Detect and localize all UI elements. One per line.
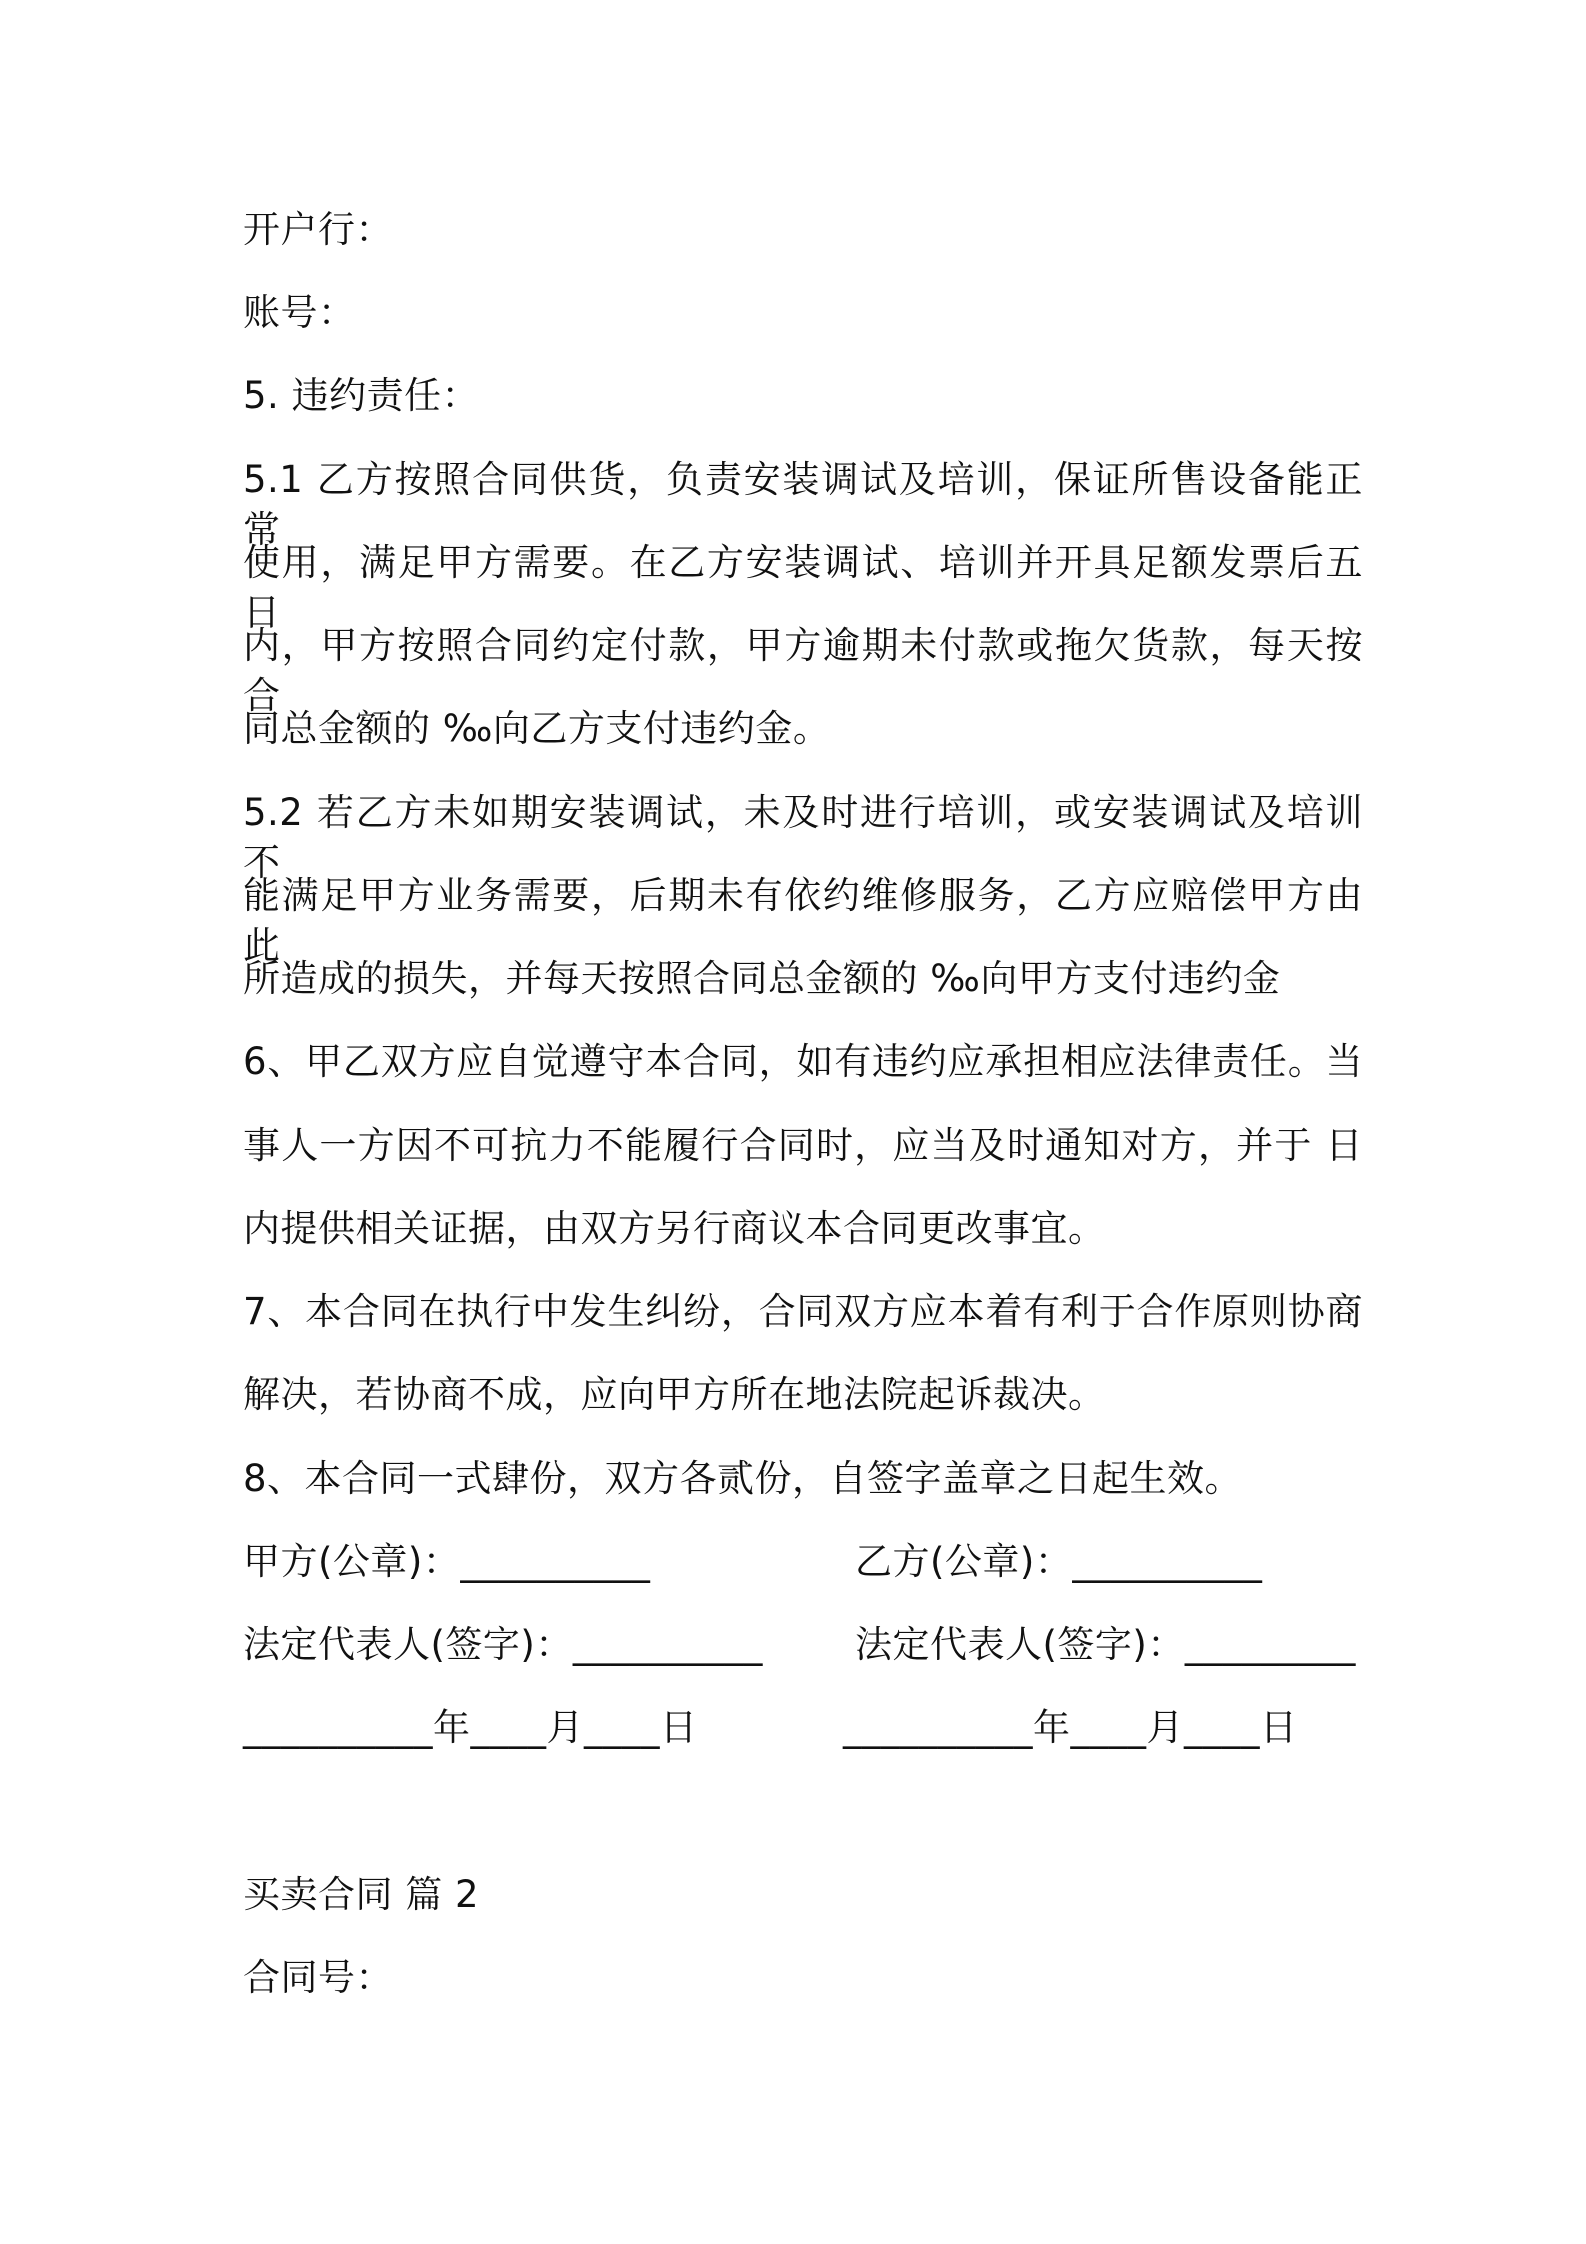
section5-title: 5. 违约责任： bbox=[243, 374, 480, 417]
clause-5-2-line: 能满足甲方业务需要，后期未有依约维修服务，乙方应赔偿甲方由此 bbox=[243, 874, 1363, 967]
party-a-representative: 法定代表人(签字)：__________ bbox=[243, 1623, 763, 1666]
clause-5-1-line: 同总金额的 ‰向乙方支付违约金。 bbox=[243, 707, 831, 750]
party-b-seal: 乙方(公章)：__________ bbox=[855, 1540, 1263, 1583]
bank-label: 开户行： bbox=[243, 208, 393, 251]
party-a-date: __________年____月____日 bbox=[243, 1706, 698, 1749]
clause-6-line: 内提供相关证据，由双方另行商议本合同更改事宜。 bbox=[243, 1207, 1106, 1250]
next-contract-title: 买卖合同 篇 2 bbox=[243, 1873, 480, 1916]
clause-7-line: 7、本合同在执行中发生纠纷，合同双方应本着有利于合作原则协商 bbox=[243, 1290, 1363, 1333]
clause-5-1-line: 使用，满足甲方需要。在乙方安装调试、培训并开具足额发票后五日 bbox=[243, 541, 1363, 634]
clause-6-line: 6、甲乙双方应自觉遵守本合同，如有违约应承担相应法律责任。当 bbox=[243, 1040, 1363, 1083]
contract-number-label: 合同号： bbox=[243, 1956, 393, 1999]
clause-8: 8、本合同一式肆份，双方各贰份，自签字盖章之日起生效。 bbox=[243, 1457, 1243, 1500]
clause-5-1-line: 5.1 乙方按照合同供货，负责安装调试及培训，保证所售设备能正常 bbox=[243, 458, 1363, 551]
party-b-representative: 法定代表人(签字)：_________ bbox=[855, 1623, 1356, 1666]
clause-5-2-line: 5.2 若乙方未如期安装调试，未及时进行培训，或安装调试及培训不 bbox=[243, 791, 1363, 884]
clause-7-line: 解决，若协商不成，应向甲方所在地法院起诉裁决。 bbox=[243, 1373, 1106, 1416]
clause-5-2-line: 所造成的损失，并每天按照合同总金额的 ‰向甲方支付违约金 bbox=[243, 957, 1281, 1000]
clause-5-1-line: 内，甲方按照合同约定付款，甲方逾期未付款或拖欠货款，每天按合 bbox=[243, 624, 1363, 717]
party-a-seal: 甲方(公章)：__________ bbox=[243, 1540, 651, 1583]
clause-6-line: 事人一方因不可抗力不能履行合同时，应当及时通知对方，并于 日 bbox=[243, 1124, 1363, 1167]
account-label: 账号： bbox=[243, 291, 356, 334]
party-b-date: __________年____月____日 bbox=[843, 1706, 1298, 1749]
